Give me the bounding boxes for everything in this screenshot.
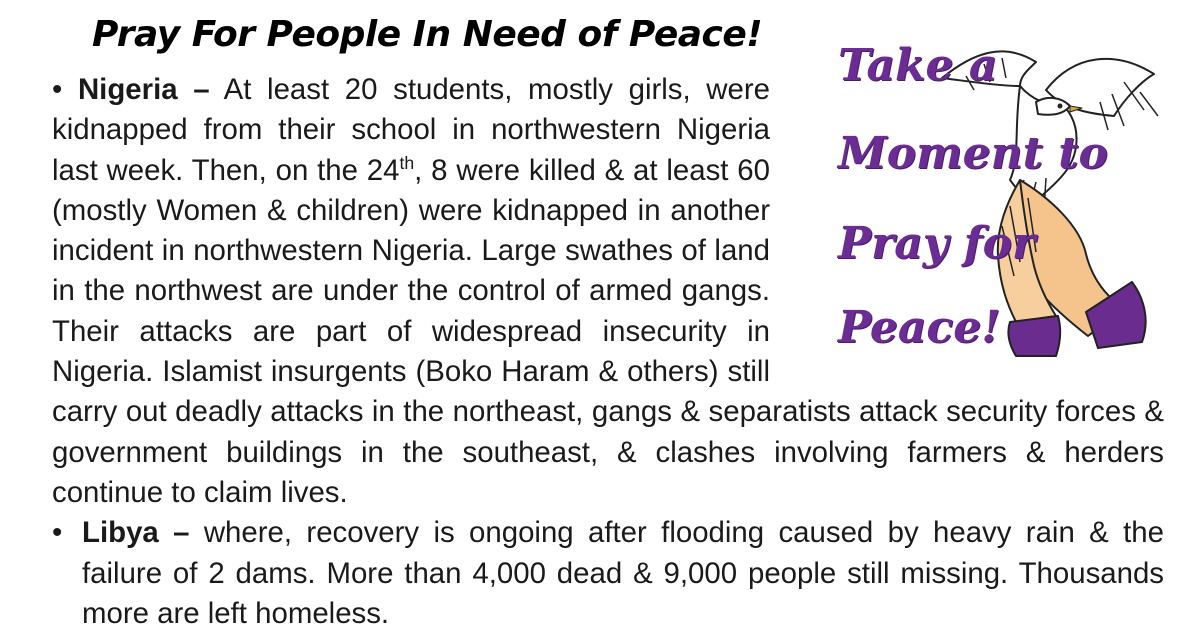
libya-heading: Libya – <box>82 516 190 550</box>
nigeria-text-a: At least 20 students, mostly girls, were kidnapped from their school in northwestern Nigeria last week. Then, on the 24 <box>52 73 771 187</box>
prayer-clipart <box>824 30 1164 360</box>
libya-item <box>52 513 1164 634</box>
clipart-line-4: Peace! <box>838 302 1001 353</box>
nigeria-text-b: , 8 were killed & at least 60 (mostly Women & children) were kidnapped in another incident in northwestern Nigeria. Large swathes of land in the northwest are under the control of armed gangs. Their attacks are part of widespread insecurity in Nigeria. Islamist insurgents (Boko Haram & others) still carry out deadly attacks in the northeast, gangs & separatists attack security forces & government buildings in the southeast, & clashes involving farmers & herders continue to claim lives. <box>52 153 1164 509</box>
bullet-nigeria: • <box>52 73 63 106</box>
libya-text: where, recovery is ongoing after flooding caused by heavy rain & the failure of 2 dams. More than 4,000 dead & 9,000 people still missing. Thousands more are left homeless. <box>82 516 1164 630</box>
bullet-libya: • <box>52 516 63 550</box>
ordinal-suffix: th <box>399 152 415 173</box>
sleeve-left <box>1008 316 1060 356</box>
clipart-line-2: Moment to <box>838 128 1108 179</box>
nigeria-heading: Nigeria <box>77 73 178 106</box>
nigeria-dash: – <box>193 73 210 106</box>
clipart-line-1: Take a <box>838 40 998 91</box>
clipart-line-3: Pray for <box>838 218 1036 269</box>
page-title: Pray For People In Need of Peace! <box>92 14 763 55</box>
